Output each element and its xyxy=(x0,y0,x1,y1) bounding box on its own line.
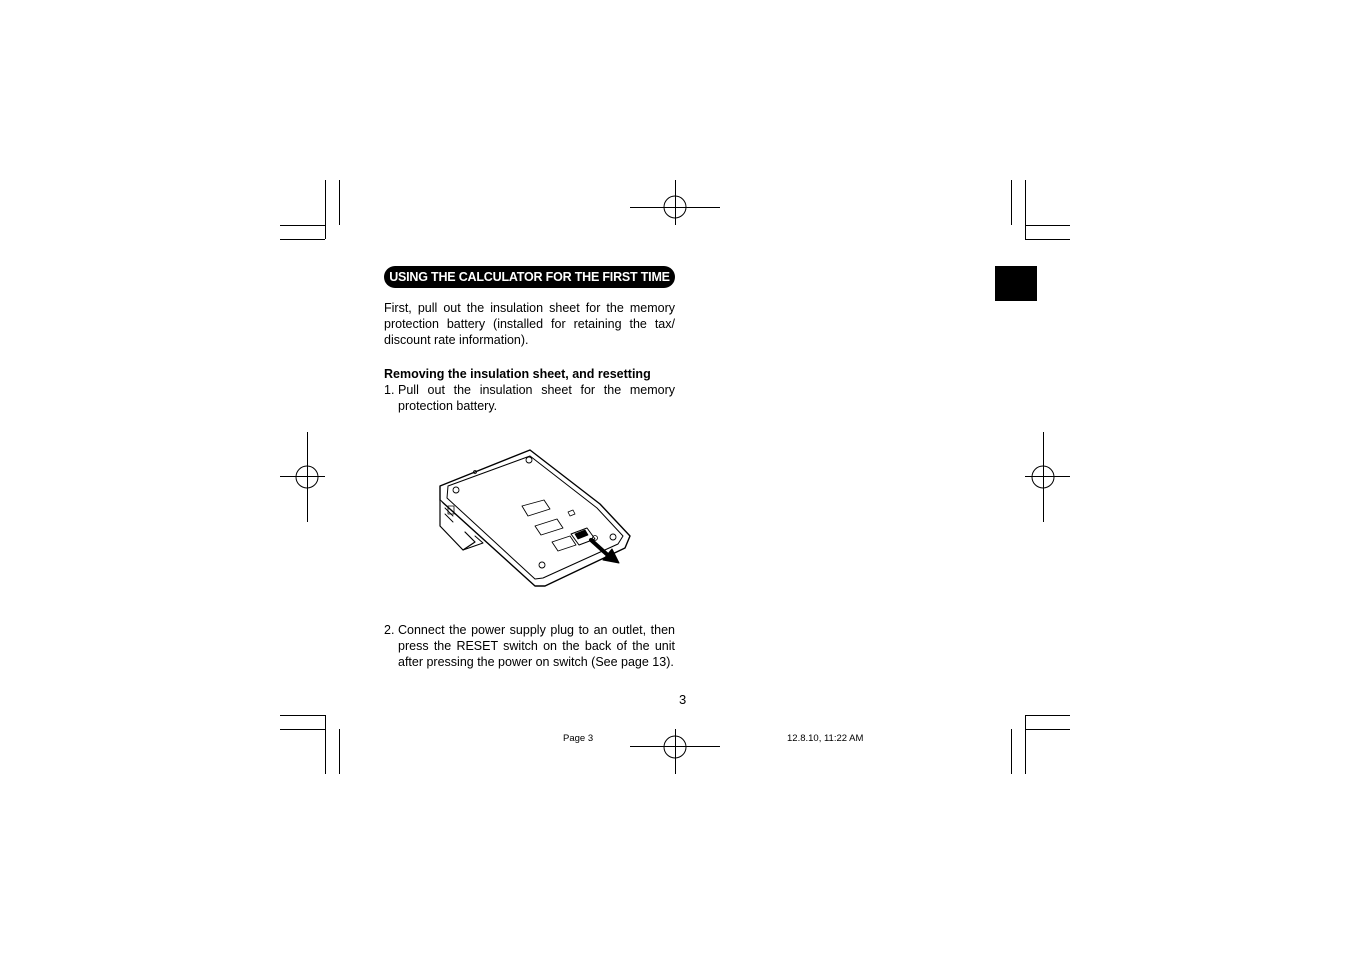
section-tab xyxy=(995,266,1037,301)
step-number: 2. xyxy=(384,623,395,637)
subsection-title: Removing the insulation sheet, and resetting xyxy=(384,367,651,381)
crop-mark-icon xyxy=(1012,180,1071,240)
page-number: 3 xyxy=(679,692,687,707)
crosshair-circle-icon xyxy=(1025,432,1070,522)
step-text: Connect the power supply plug to an outlet, then press the RESET switch on the back of the unit after pressing the power on switch (See page 13). xyxy=(398,623,675,669)
crop-mark-icon xyxy=(280,180,340,240)
step-number: 1. xyxy=(384,383,395,397)
footer-page-label: Page 3 xyxy=(563,733,594,744)
crosshair-circle-icon xyxy=(630,729,720,774)
crosshair-circle-icon xyxy=(630,180,720,225)
crosshair-circle-icon xyxy=(280,432,325,522)
step-2 xyxy=(384,622,675,670)
step-text: Pull out the insulation sheet for the memory protection battery. xyxy=(398,383,675,413)
step-1 xyxy=(384,382,675,414)
crop-mark-icon xyxy=(280,715,340,774)
intro-paragraph: First, pull out the insulation sheet for the memory protection battery (installed for retaining the tax/ discount rate information). xyxy=(384,301,675,347)
crop-mark-icon xyxy=(1012,715,1071,774)
calculator-underside-illustration xyxy=(435,446,645,596)
footer-timestamp: 12.8.10, 11:22 AM xyxy=(787,733,864,744)
section-heading: USING THE CALCULATOR FOR THE FIRST TIME xyxy=(384,266,675,288)
